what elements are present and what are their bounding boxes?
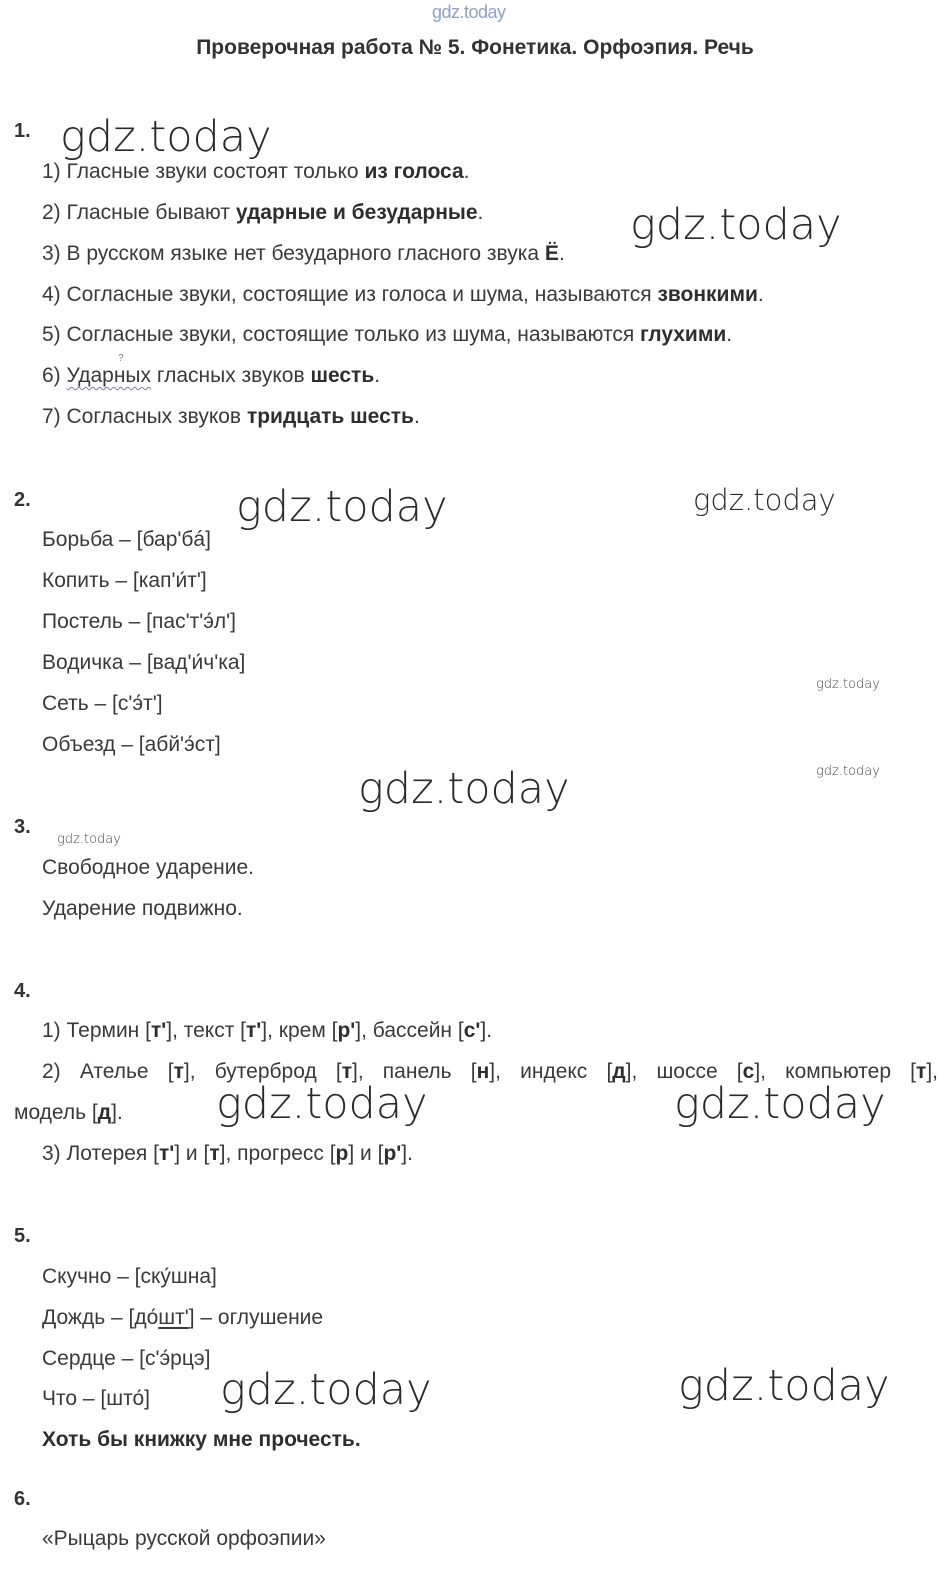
watermark: gdz.today bbox=[674, 1079, 886, 1129]
list-item: 3) Лотерея [т'] и [т], прогресс [р] и [р']. bbox=[42, 1142, 413, 1165]
task-number: 2. bbox=[14, 489, 31, 511]
list-item: «Рыцарь русской орфоэпии» bbox=[42, 1527, 326, 1550]
list-item: 2) Ателье [т], бутерброд [т], панель [н], индекс [д], шоссе [с], компьютер [т], bbox=[42, 1060, 938, 1083]
list-item: 3) В русском языке нет безударного гласного звука Ё. bbox=[42, 242, 565, 265]
watermark: gdz.today bbox=[358, 764, 570, 814]
watermark: gdz.today bbox=[693, 483, 836, 517]
list-item: Постель – [пас'т'э́л'] bbox=[42, 610, 237, 633]
list-item: Свободное ударение. bbox=[42, 856, 254, 879]
task-number: 5. bbox=[14, 1225, 31, 1247]
watermark: gdz.today bbox=[236, 482, 448, 532]
list-item: Скучно – [ску́шна] bbox=[42, 1265, 217, 1288]
watermark: gdz.today bbox=[60, 112, 272, 162]
watermark: gdz.today bbox=[220, 1365, 432, 1415]
list-item: Что – [што́] bbox=[42, 1387, 150, 1410]
watermark: gdz.today bbox=[678, 1361, 890, 1411]
list-item: Объезд – [абй'э́ст] bbox=[42, 733, 221, 756]
list-item: Ударение подвижно. bbox=[42, 897, 243, 920]
task-number: 1. bbox=[14, 120, 31, 142]
watermark: gdz.today bbox=[57, 832, 121, 847]
watermark: gdz.today bbox=[816, 764, 880, 779]
list-item: Сеть – [с'э́т'] bbox=[42, 692, 163, 715]
list-item: Копить – [кап'и́т'] bbox=[42, 569, 207, 592]
task-number: 4. bbox=[14, 980, 31, 1002]
watermark: gdz.today bbox=[630, 200, 842, 250]
watermark-top: gdz.today bbox=[432, 2, 506, 22]
task-number: 3. bbox=[14, 816, 31, 838]
list-item: 4) Согласные звуки, состоящие из голоса и шума, называются звонкими. bbox=[42, 283, 764, 306]
spellcheck-underline: Ударных bbox=[66, 364, 152, 387]
watermark: gdz.today bbox=[816, 677, 880, 692]
list-item: Сердце – [с'э́рцэ] bbox=[42, 1347, 211, 1370]
list-item: 2) Гласные бывают ударные и безударные. bbox=[42, 201, 484, 224]
spellcheck-mark: ? bbox=[118, 353, 124, 364]
list-item: Хоть бы книжку мне прочесть. bbox=[42, 1428, 361, 1451]
list-item: 1) Гласные звуки состоят только из голоса. bbox=[42, 160, 470, 183]
list-item: 6) Ударных гласных звуков шесть. bbox=[42, 364, 381, 387]
list-item: Дождь – [до́шт'] – оглушение bbox=[42, 1306, 324, 1329]
list-item: 7) Согласных звуков тридцать шесть. bbox=[42, 405, 420, 428]
list-item: модель [д]. bbox=[14, 1101, 123, 1124]
page-title: Проверочная работа № 5. Фонетика. Орфоэпия. Речь bbox=[196, 36, 754, 59]
list-item: 1) Термин [т'], текст [т'], крем [р'], бассейн [с']. bbox=[42, 1019, 493, 1042]
list-item: Борьба – [бар'бá] bbox=[42, 528, 211, 551]
list-item: Водичка – [вад'и́ч'ка] bbox=[42, 651, 246, 674]
task-number: 6. bbox=[14, 1488, 31, 1510]
list-item: 5) Согласные звуки, состоящие только из шума, называются глухими. bbox=[42, 323, 733, 346]
watermark: gdz.today bbox=[216, 1079, 428, 1129]
